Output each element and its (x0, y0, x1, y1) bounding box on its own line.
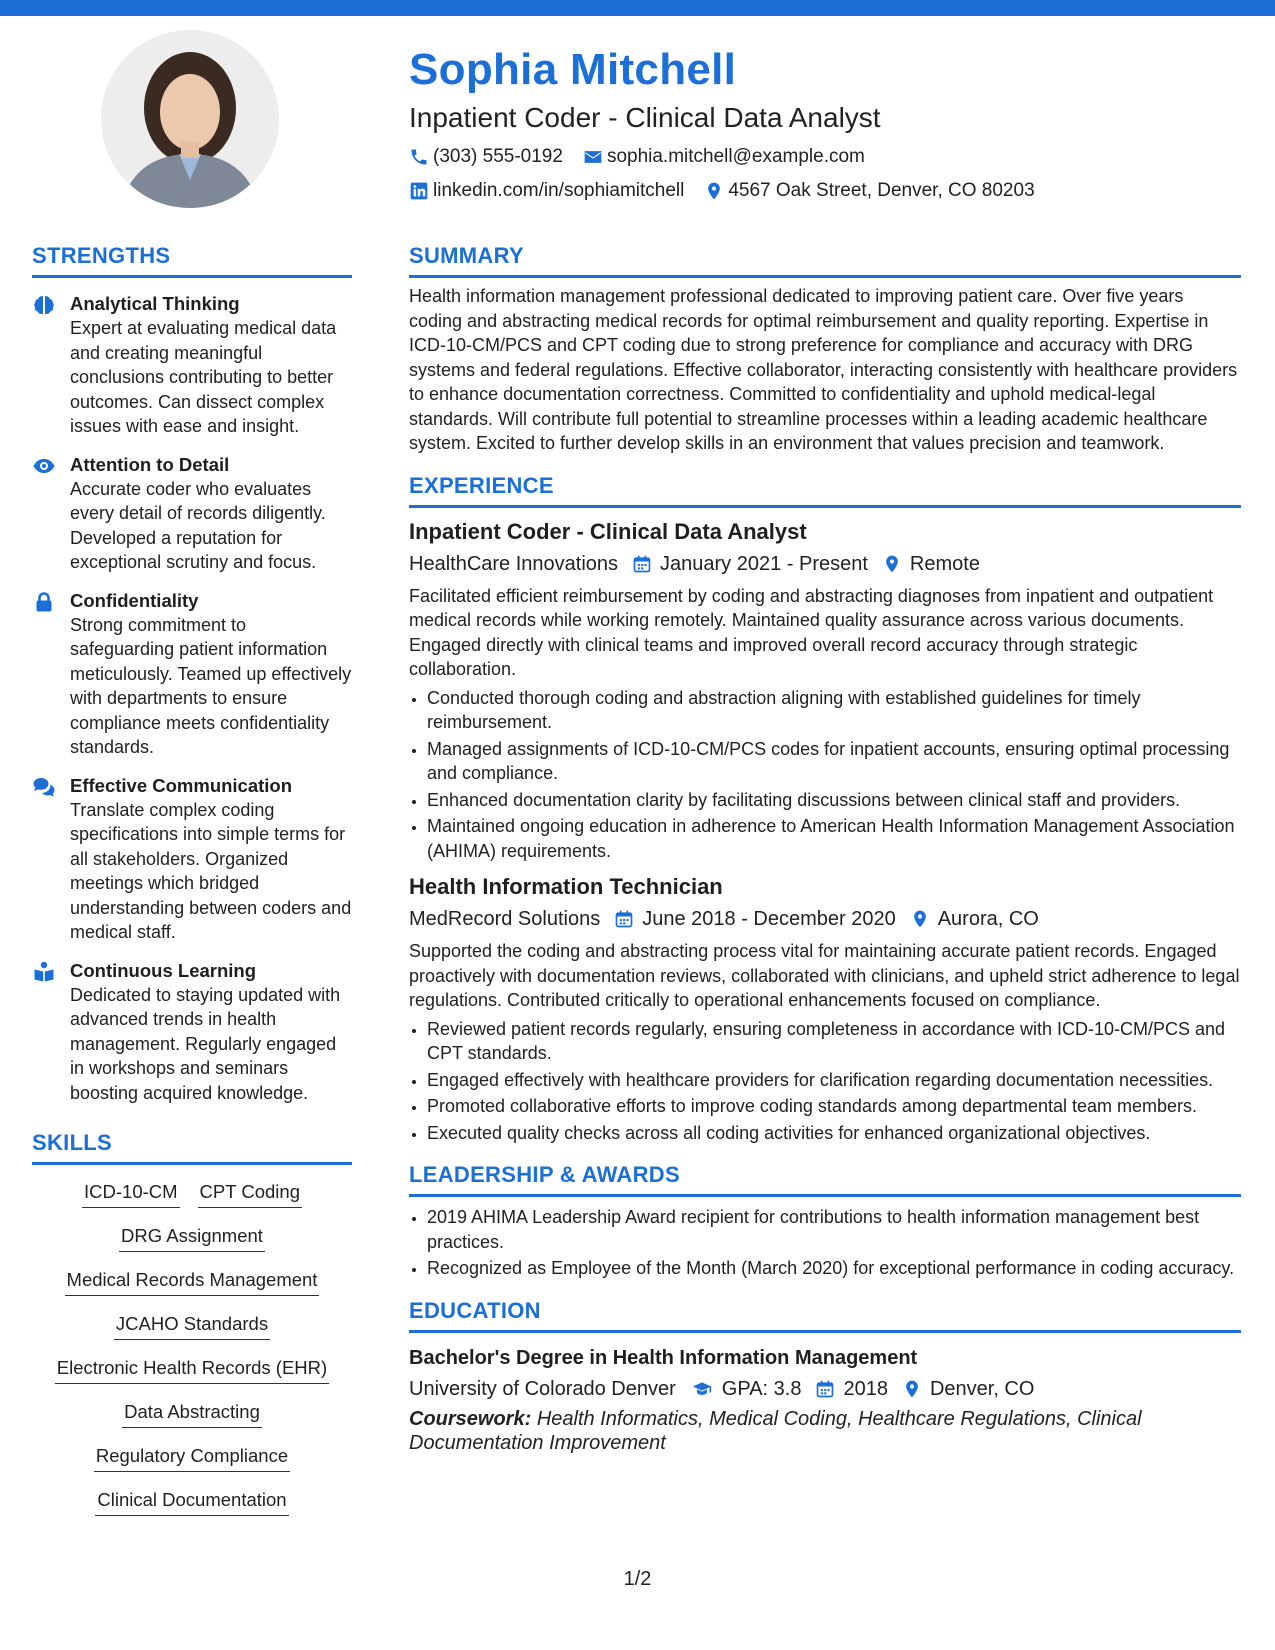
map-pin-icon (882, 554, 902, 574)
company-name: MedRecord Solutions (409, 908, 601, 930)
skill-tag: Medical Records Management (65, 1267, 320, 1296)
list-item: • Recognized as Employee of the Month (March 2020) for exceptional performance in coding accuracy. (427, 1256, 1241, 1281)
envelope-icon (583, 147, 603, 167)
linkedin-text[interactable]: linkedin.com/in/sophiamitchell (433, 180, 685, 201)
book-reader-icon (32, 960, 56, 984)
linkedin-icon (409, 181, 429, 201)
map-pin-icon (910, 909, 930, 929)
degree-title: Bachelor's Degree in Health Information Management (409, 1346, 918, 1369)
job-entry (409, 873, 1241, 1145)
graduation-cap-icon (690, 1379, 714, 1399)
chat-bubbles-icon (32, 775, 56, 799)
gpa-text: GPA: 3.8 (721, 1377, 802, 1400)
list-item: • 2019 AHIMA Leadership Award recipient for contributions to health information management best practices. (427, 1205, 1241, 1254)
strength-description: Translate complex coding specifications into simple terms for all stakeholders. Organized meetings which bridged understanding between coders and medical staff. (70, 799, 352, 942)
skill-tag: CPT Coding (198, 1179, 302, 1208)
calendar-icon (614, 909, 634, 929)
skill-tag: DRG Assignment (119, 1223, 265, 1252)
list-item: • Enhanced documentation clarity by facilitating discussions between clinical staff and providers. (427, 788, 1241, 813)
profile-photo-illustration (101, 30, 279, 208)
strength-description: Dedicated to staying updated with advanced trends in health management. Regularly engaged in workshops and seminars boosting acquired knowledge. (70, 984, 341, 1103)
candidate-name: Sophia Mitchell (409, 45, 737, 94)
right-column (409, 242, 1241, 1456)
job-dates: January 2021 - Present (660, 552, 868, 575)
strength-item (32, 774, 352, 945)
coursework (409, 1407, 1241, 1456)
strength-item (32, 453, 352, 575)
education-meta (409, 1375, 1241, 1403)
strengths-heading: STRENGTHS (32, 242, 352, 278)
strength-item (32, 589, 352, 760)
strength-title: Effective Communication (70, 774, 293, 796)
skill-tag: Electronic Health Records (EHR) (55, 1355, 329, 1384)
skills-heading: SKILLS (32, 1129, 352, 1165)
company-name: HealthCare Innovations (409, 552, 619, 575)
list-item: • Conducted thorough coding and abstraction aligning with established guidelines for timely reimbursement. (427, 686, 1241, 735)
skill-tag: JCAHO Standards (114, 1311, 270, 1340)
strength-description: Strong commitment to safeguarding patient information meticulously. Teamed up effectively with departments to ensure compliance meets confidentiality standards. (70, 614, 352, 757)
skills-list (32, 1179, 352, 1531)
education-heading: EDUCATION (409, 1297, 1241, 1333)
list-item: • Managed assignments of ICD-10-CM/PCS codes for inpatient accounts, ensuring optimal processing and compliance. (427, 737, 1241, 786)
resume-header (409, 42, 1229, 204)
school-name: University of Colorado Denver (409, 1377, 676, 1400)
list-item: • Maintained ongoing education in adherence to American Health Information Management Association (AHIMA) requirements. (427, 814, 1241, 863)
strength-title: Attention to Detail (70, 453, 230, 475)
map-pin-icon (902, 1379, 922, 1399)
address-text: 4567 Oak Street, Denver, CO 80203 (728, 180, 1035, 201)
job-location: Remote (909, 552, 980, 575)
phone-text: (303) 555-0192 (433, 146, 563, 167)
job-location: Aurora, CO (937, 908, 1039, 930)
skill-tag: Clinical Documentation (95, 1487, 288, 1516)
phone-icon (409, 147, 429, 167)
coursework-text: Health Informatics, Medical Coding, Healthcare Regulations, Clinical Documentation Improvement (409, 1407, 1142, 1454)
job-title: Health Information Technician (409, 874, 723, 899)
contact-row-2 (409, 178, 1229, 204)
job-bullets (409, 1017, 1241, 1146)
address-contact (704, 180, 1034, 202)
list-item: • Engaged effectively with healthcare providers for clarification regarding documentation necessities. (427, 1068, 1241, 1093)
left-column (32, 242, 352, 1531)
strength-description: Expert at evaluating medical data and creating meaningful conclusions contributing to better outcomes. Can dissect complex issues with ease and insight. (70, 318, 337, 436)
education-location: Denver, CO (929, 1377, 1035, 1400)
awards-heading: LEADERSHIP & AWARDS (409, 1161, 1241, 1197)
job-dates: June 2018 - December 2020 (642, 908, 896, 930)
lock-icon (32, 590, 56, 614)
job-meta (409, 550, 1241, 578)
profile-photo (101, 30, 279, 208)
list-item: • Promoted collaborative efforts to improve coding standards among departmental team members. (427, 1094, 1241, 1119)
calendar-icon (632, 554, 652, 574)
strength-description: Accurate coder who evaluates every detail of records diligently. Developed a reputation for exceptional scrutiny and focus. (70, 478, 326, 572)
strength-item (32, 959, 352, 1106)
candidate-headline: Inpatient Coder - Clinical Data Analyst (409, 102, 881, 133)
email-contact[interactable] (583, 146, 865, 168)
job-entry (409, 518, 1241, 864)
coursework-label: Coursework: (409, 1407, 532, 1430)
linkedin-contact[interactable] (409, 180, 684, 202)
email-text[interactable]: sophia.mitchell@example.com (606, 146, 865, 167)
graduation-year: 2018 (843, 1377, 888, 1400)
top-accent-bar (0, 0, 1275, 16)
page-number: 1/2 (623, 1568, 652, 1590)
job-description: Facilitated efficient reimbursement by coding and abstracting diagnoses from inpatient and outpatient medical records while working remotely. Maintained quality assurance across various documents. Engaged directly with clinical teams and improved overall record accuracy through strategic collaboration. (409, 585, 1214, 679)
job-title: Inpatient Coder - Clinical Data Analyst (409, 518, 807, 544)
job-bullets (409, 686, 1241, 864)
map-pin-icon (704, 181, 724, 201)
list-item: • Reviewed patient records regularly, ensuring completeness in accordance with ICD-10-CM/PCS and CPT standards. (427, 1017, 1241, 1066)
awards-list (409, 1205, 1241, 1281)
skill-tag: Regulatory Compliance (94, 1443, 290, 1472)
skill-tag: ICD-10-CM (82, 1179, 180, 1208)
eye-icon (32, 454, 56, 478)
job-description: Supported the coding and abstracting process vital for maintaining accurate patient records. Engaged proactively with documentation reviews, collaborated with clinicians, and upheld strict adherence to legal regulations. Contributed critically to operational enhancements focused on compliance. (409, 941, 1240, 1010)
phone-contact (409, 146, 563, 168)
calendar-icon (815, 1379, 835, 1399)
skill-tag: Data Abstracting (122, 1399, 262, 1428)
experience-heading: EXPERIENCE (409, 472, 1241, 508)
strength-title: Continuous Learning (70, 959, 257, 981)
strength-title: Confidentiality (70, 589, 199, 611)
strength-item (32, 292, 352, 439)
strength-title: Analytical Thinking (70, 293, 240, 314)
summary-text: Health information management professional dedicated to improving patient care. Over five years coding and abstracting medical records for optimal reimbursement and quality reporting. Expertise in ICD-10-CM/PCS and CPT coding due to strong preference for compliance and accuracy with DRG systems and federal regulations. Effective collaborator, interacting consistently with healthcare providers to enhance documentation correctness. Committed to confidentiality and uphold medical-legal standards. Will contribute full potential to streamline processes within a leading academic healthcare system. Excited to further develop skills in an environment that values precision and teamwork. (409, 286, 1238, 453)
job-meta (409, 905, 1241, 933)
brain-icon (32, 293, 56, 317)
contact-row-1 (409, 144, 1229, 170)
list-item: • Executed quality checks across all coding activities for enhanced organizational objectives. (427, 1121, 1241, 1146)
summary-heading: SUMMARY (409, 242, 1241, 278)
